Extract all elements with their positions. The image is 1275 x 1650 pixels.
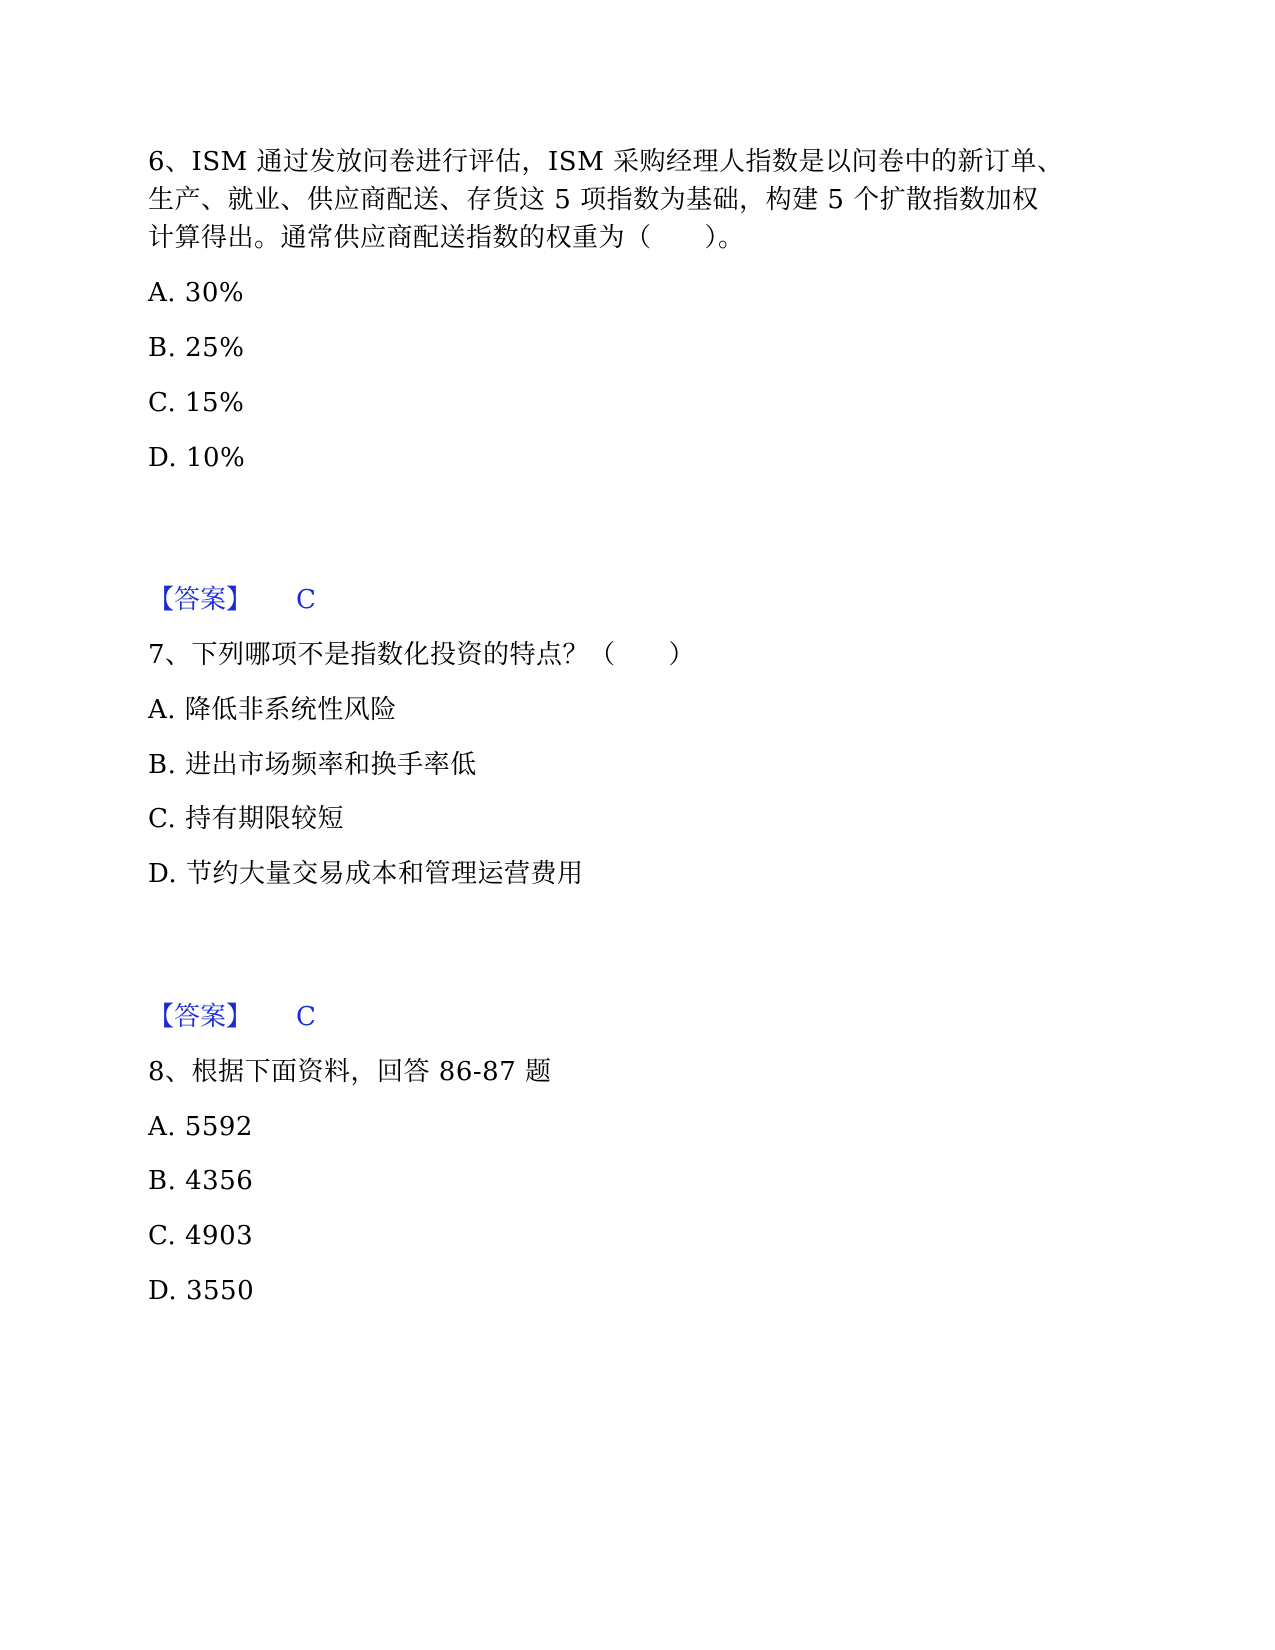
question-8-option-d: D. 3550 bbox=[148, 1276, 255, 1306]
question-6-option-b: B. 25% bbox=[148, 333, 245, 363]
question-7-option-b: B. 进出市场频率和换手率低 bbox=[148, 750, 477, 780]
answer-label: 【答案】 bbox=[148, 585, 253, 615]
question-6-option-d: D. 10% bbox=[148, 443, 246, 473]
answer-label: 【答案】 bbox=[148, 1002, 253, 1032]
question-6-answer bbox=[148, 585, 316, 615]
question-7-option-d: D. 节约大量交易成本和管理运营费用 bbox=[148, 859, 584, 889]
question-8-option-a: A. 5592 bbox=[148, 1112, 253, 1142]
question-8-option-c: C. 4903 bbox=[148, 1221, 254, 1251]
question-6-stem-line-2: 生产、就业、供应商配送、存货这 5 项指数为基础，构建 5 个扩散指数加权 bbox=[148, 185, 1039, 215]
question-6-stem-line-3: 计算得出。通常供应商配送指数的权重为（ ）。 bbox=[148, 223, 745, 253]
answer-value: C bbox=[296, 1002, 316, 1032]
question-7-stem-line-1: 7、下列哪项不是指数化投资的特点？（ ） bbox=[148, 640, 696, 670]
question-8-stem-line-1: 8、根据下面资料，回答 86-87 题 bbox=[148, 1057, 552, 1087]
question-7-option-c: C. 持有期限较短 bbox=[148, 804, 344, 834]
question-6-stem-line-1: 6、ISM 通过发放问卷进行评估，ISM 采购经理人指数是以问卷中的新订单、 bbox=[148, 147, 1064, 177]
question-8-option-b: B. 4356 bbox=[148, 1166, 254, 1196]
answer-value: C bbox=[296, 585, 316, 615]
question-6-option-a: A. 30% bbox=[148, 278, 245, 308]
question-7-option-a: A. 降低非系统性风险 bbox=[148, 695, 397, 725]
question-6-option-c: C. 15% bbox=[148, 388, 245, 418]
question-7-answer bbox=[148, 1002, 316, 1032]
